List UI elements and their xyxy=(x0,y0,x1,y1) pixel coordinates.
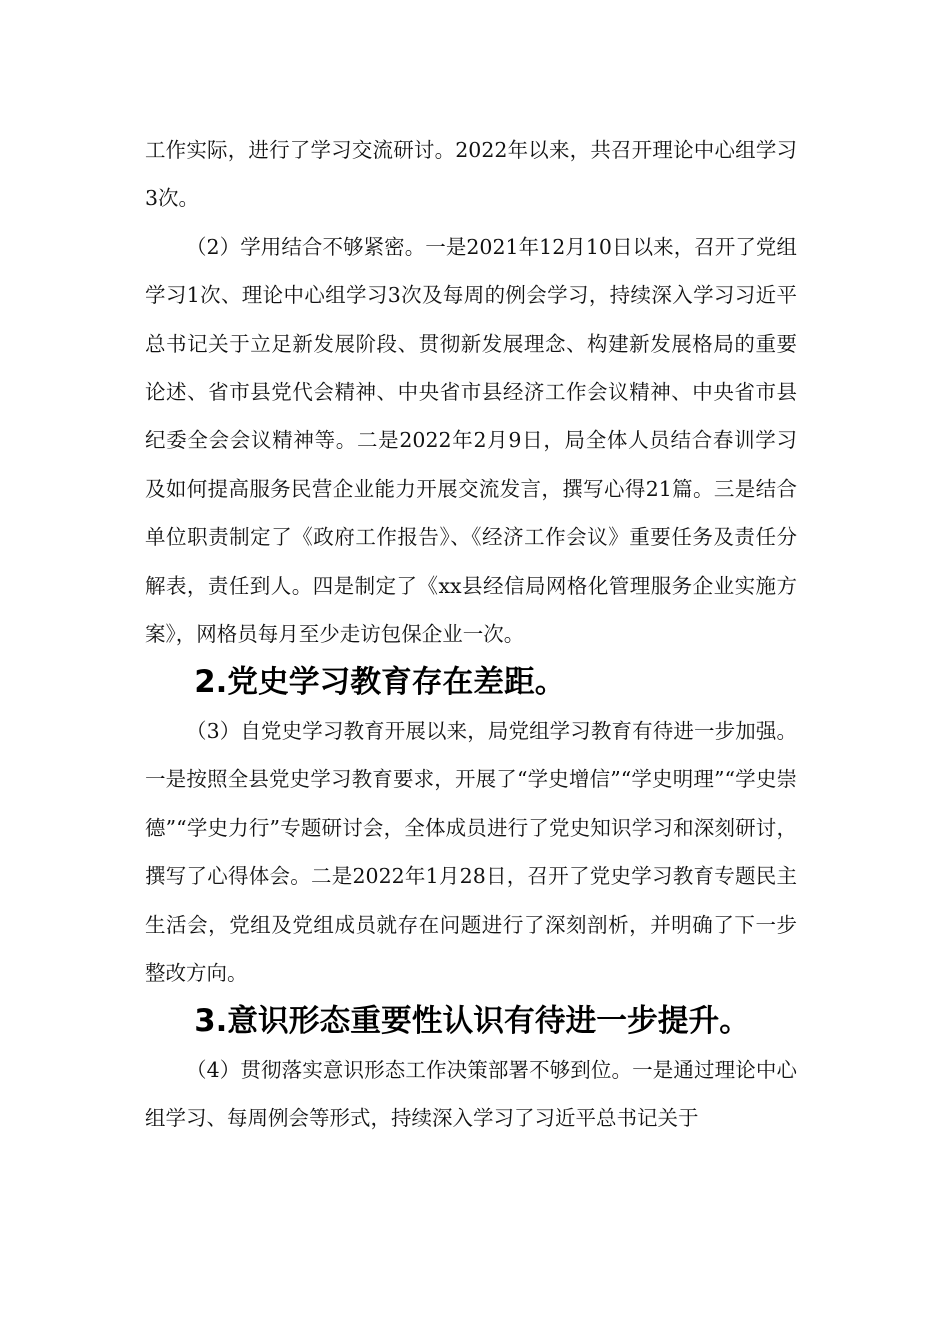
document-page xyxy=(145,126,797,1143)
paragraph-1: 工作实际，进行了学习交流研讨。2022年以来，共召开理论中心组学习3次。 xyxy=(145,138,797,211)
paragraph-4: （4）贯彻落实意识形态工作决策部署不够到位。一是通过理论中心组学习、每周例会等形式，持续深入学习了习近平总书记关于 xyxy=(145,1057,797,1131)
paragraph-3: （3）自党史学习教育开展以来，局党组学习教育有待进一步加强。一是按照全县党史学习教育要求，开展了“学史增信”“学史明理”“学史崇德”“学史力行”专题研讨会，全体成员进行了党史知识学习和深刻研讨，撰写了心得体会。二是2022年1月28日，召开了党史学习教育专题民主生活会，党组及党组成员就存在问题进行了深刻剖析，并明确了下一步整改方向。 xyxy=(145,718,797,985)
paragraph-2: （2）学用结合不够紧密。一是2021年12月10日以来，召开了党组学习1次、理论中心组学习3次及每周的例会学习，持续深入学习习近平总书记关于立足新发展阶段、贯彻新发展理念、构建新发展格局的重要论述、省市县党代会精神、中央省市县经济工作会议精神、中央省市县纪委全会会议精神等。二是2022年2月9日，局全体人员结合春训学习及如何提高服务民营企业能力开展交流发言，撰写心得21篇。三是结合单位职责制定了《政府工作报告》、《经济工作会议》重要任务及责任分解表，责任到人。四是制定了《xx县经信局网格化管理服务企业实施方案》，网格员每月至少走访包保企业一次。 xyxy=(145,234,797,647)
section-heading-3: 3.意识形态重要性认识有待进一步提升。 xyxy=(194,1003,751,1040)
section-heading-2: 2.党史学习教育存在差距。 xyxy=(194,664,566,701)
